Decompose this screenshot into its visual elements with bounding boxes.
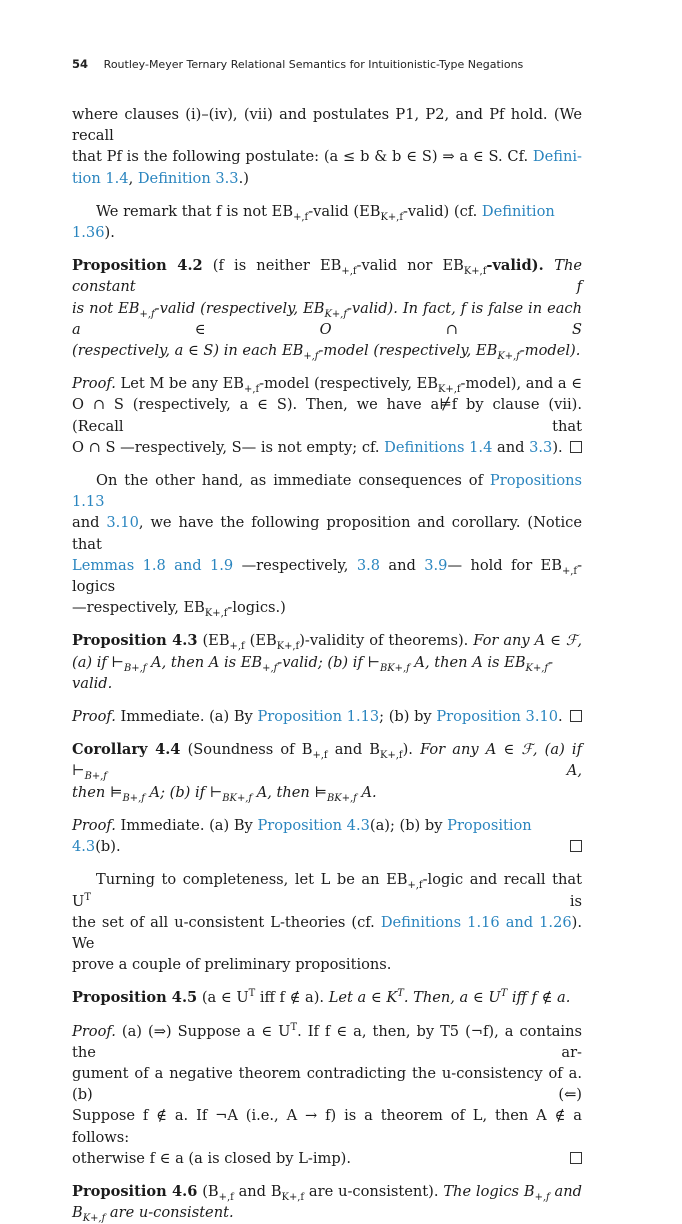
proof45-line1: Proof. (a) (⇒) Suppose a ∈ $U^T$. If f ∈ a, then, by T5 (¬f), a contains the ar-: [72, 1021, 582, 1061]
prop45: Proposition 4.5 (a ∈ $U^T$ iff f ∉ a). Let a ∈ $K^T$. Then, a ∈ $U^T$ iff f ∉ a.: [72, 988, 571, 1007]
prop42-line2: is not $EB_{+,f}$-valid (respectively, $EB_{K+,f}-valid$). In fact, f is false in each a ∈ O ∩ S: [72, 299, 582, 338]
para4-line2: the set of all u-consistent L-theories (cf. Definitions 1.16 and 1.26). We: [72, 913, 582, 952]
running-header: [72, 57, 523, 71]
proof42-line2: O ∩ S (respectively, a ∈ S). Then, we have a⊭f by clause (vii). (Recall that: [72, 396, 582, 435]
prop43-label: Proposition 4.3: [72, 632, 198, 650]
proof43-label: Proof.: [72, 708, 116, 726]
link-definitions-1-4[interactable]: Definitions 1.4: [384, 438, 493, 456]
prop42-line3: (respectively, a ∈ S) in each $EB_{+,f}$-model (respectively, $EB_{K+,f}-model$).: [72, 342, 581, 362]
proof42-line1: Proof. Let M be any $EB_{+,f}$-model (respectively, $EB_{K+,f}-model$), and a ∈: [72, 375, 582, 396]
proof44-label: Proof.: [72, 816, 116, 834]
cor44-line1: Corollary 4.4 (Soundness of $B_{+,f}$ and $B_{K+,f}$). For any A ∈ ℱ, (a) if $⊢_{B+,f}$ A,: [72, 741, 582, 783]
para2: We remark that f is not $EB_{+,f}$-valid $(EB_{K+,f}-valid)$ (cf. Definition 1.36).: [72, 202, 555, 242]
prop46-line1: Proposition 4.6 ($B_{+,f}$ and $B_{K+,f}$ are u-consistent). The logics $B_{+,f}$ and: [72, 1182, 582, 1203]
proof43: Proof. Immediate. (a) By Proposition 1.13; (b) by Proposition 3.10.: [72, 706, 582, 727]
qed-box-icon: [570, 437, 582, 458]
link-definition-1-4-cont[interactable]: tion 1.4: [72, 169, 129, 187]
para3-line4: —respectively, $EB_{K+,f}-logics$.): [72, 599, 286, 620]
link-definitions-1-16-1-26[interactable]: Definitions 1.16 and 1.26: [380, 913, 572, 931]
proof44: Proof. Immediate. (a) By Proposition 4.3(a); (b) by Proposition 4.3(b).: [72, 815, 582, 857]
link-proposition-4-3-a[interactable]: Proposition 4.3: [257, 816, 370, 834]
proof45-line2: gument of a negative theorem contradicting the u-consistency of a. (b) (⇐): [72, 1064, 582, 1104]
para4-line1: Turning to completeness, let L be an $EB_{+,f}$-logic and recall that $U^T$ is: [72, 871, 582, 910]
proof45-label: Proof.: [72, 1022, 116, 1040]
link-proposition-3-10[interactable]: Proposition 3.10: [436, 708, 559, 726]
cor44-label: Corollary 4.4: [72, 741, 181, 759]
prop43-line2: (a) if $⊢_{B+,f}$ A, then A is $EB_{+,f}$-valid; (b) if $⊢_{BK+,f}$ A, then A is $EB_{K+,f}$-valid.: [72, 653, 554, 692]
link-proposition-1-13[interactable]: Proposition 1.13: [257, 708, 380, 726]
proof45-line4: otherwise f ∈ a (a is closed by L-imp).: [72, 1148, 582, 1169]
link-proposition-4-3-b[interactable]: Proposition 4.3: [72, 816, 532, 856]
prop46-label: Proposition 4.6: [72, 1182, 198, 1200]
cor44-line2: then $⊨_{B+,f}$ A; (b) if $⊢_{BK+,f}$ A, then $⊨_{BK+,f}$ A.: [72, 783, 377, 804]
link-3-10[interactable]: 3.10: [106, 514, 139, 532]
prop45-label: Proposition 4.5: [72, 989, 198, 1007]
para3-line3: Lemmas 1.8 and 1.9 —respectively, 3.8 and 3.9— hold for $EB_{+,f}$-logics: [72, 556, 582, 596]
link-3-9[interactable]: 3.9: [424, 556, 448, 574]
para3-line2: and 3.10, we have the following proposition and corollary. (Notice that: [72, 514, 582, 553]
link-3-3[interactable]: 3.3: [529, 438, 553, 456]
qed-box-icon: [570, 836, 582, 857]
link-lemmas-1-8-1-9[interactable]: Lemmas 1.8 and 1.9: [72, 556, 234, 574]
para3-line1: On the other hand, as immediate consequences of Propositions 1.13: [72, 472, 582, 511]
prop46-line2: $B_{K+,f}$ are u-consistent.: [72, 1204, 234, 1224]
proof42-line3: O ∩ S —respectively, S— is not empty; cf. Definitions 1.4 and 3.3).: [72, 437, 582, 458]
para4-line3: prove a couple of preliminary propositions.: [72, 956, 392, 974]
running-title: Routley-Meyer Ternary Relational Semantics for Intuitionistic-Type Negations: [103, 58, 524, 71]
prop42-line1: Proposition 4.2 (f is neither $EB_{+,f}$-valid nor $EB_{K+,f}-valid$). The constant f: [72, 257, 583, 296]
link-3-8[interactable]: 3.8: [356, 556, 381, 574]
page-number: 54: [72, 57, 89, 71]
link-definition-1-4[interactable]: Defini-: [532, 148, 582, 166]
page-body: [72, 104, 582, 1223]
link-propositions-1-13[interactable]: Propositions 1.13: [72, 472, 582, 511]
prop43-line1: Proposition 4.3 ($EB_{+,f}$ $(EB_{K+,f})$-validity of theorems). For any A ∈ ℱ,: [72, 632, 582, 653]
link-definition-3-3[interactable]: Definition 3.3: [137, 169, 239, 187]
link-definition-1-36[interactable]: Definition 1.36: [72, 202, 555, 242]
proof45-line3: Suppose f ∉ a. If ¬A (i.e., A → f) is a theorem of L, then A ∉ a follows:: [72, 1107, 582, 1146]
para1-line3: tion 1.4, Definition 3.3.): [72, 169, 249, 187]
qed-box-icon: [570, 706, 582, 727]
para1-line1: where clauses (i)–(iv), (vii) and postulates P1, P2, and Pf hold. (We recall: [72, 106, 582, 145]
qed-box-icon: [570, 1148, 582, 1169]
proof42-label: Proof.: [72, 375, 116, 393]
para1-line2: that Pf is the following postulate: (a ≤ b & b ∈ S) ⇒ a ∈ S. Cf. Defini-: [72, 148, 582, 166]
prop42-label: Proposition 4.2: [72, 257, 203, 275]
